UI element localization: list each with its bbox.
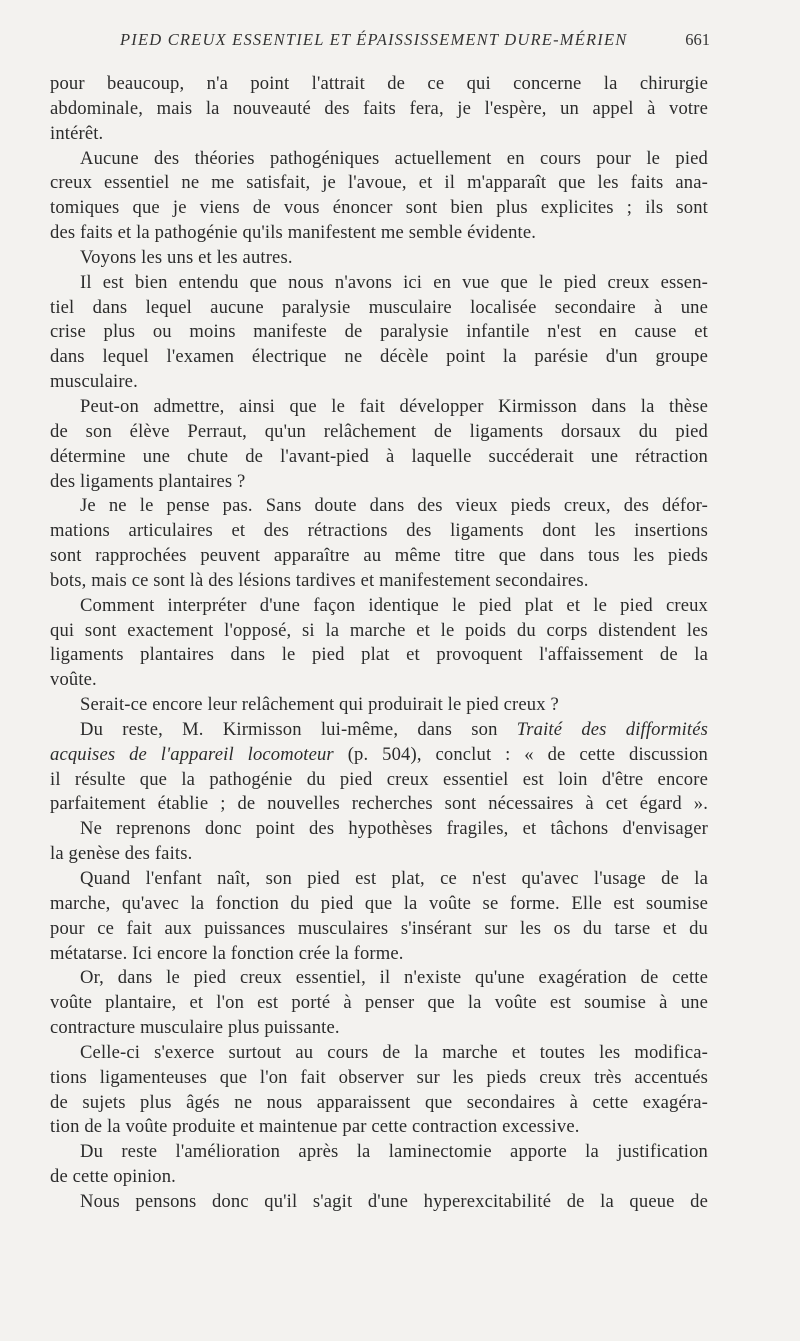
text-line: voûte. bbox=[50, 669, 97, 691]
text-line: pour ce fait aux puissances musculaires s'insérant sur les os du tarse et du bbox=[50, 917, 708, 939]
text-line: creux essentiel ne me satisfait, je l'avoue, et il m'apparaît que les faits ana- bbox=[50, 172, 708, 194]
text-line: des ligaments plantaires ? bbox=[50, 470, 246, 492]
text-line: crise plus ou moins manifeste de paralysie infantile n'est en cause et bbox=[50, 321, 708, 343]
text-line: abdominale, mais la nouveauté des faits fera, je l'espère, un appel à votre bbox=[50, 97, 708, 119]
text-line: la genèse des faits. bbox=[50, 843, 193, 865]
body-text bbox=[50, 72, 708, 1215]
text-line: de sujets plus âgés ne nous apparaissent que secondaires à cette exagéra- bbox=[50, 1091, 708, 1113]
text-line: tiel dans lequel aucune paralysie musculaire localisée secondaire à une bbox=[50, 296, 708, 318]
text-line: Du reste, M. Kirmisson lui-même, dans son Traité des difformités bbox=[80, 718, 708, 740]
text-line: ligaments plantaires dans le pied plat et provoquent l'affaissement de la bbox=[50, 644, 708, 666]
text-line: sont rapprochées peuvent apparaître au même titre que dans tous les pieds bbox=[50, 545, 708, 567]
text-line: parfaitement établie ; de nouvelles recherches sont nécessaires à cet égard ». bbox=[50, 793, 708, 815]
text-line: dans lequel l'examen électrique ne décèle point la parésie d'un groupe bbox=[50, 346, 708, 368]
text-line: métatarse. Ici encore la fonction crée la forme. bbox=[50, 942, 404, 964]
text-line: musculaire. bbox=[50, 371, 138, 393]
text-line: mations articulaires et des rétractions des ligaments dont les insertions bbox=[50, 520, 708, 542]
text-line: Il est bien entendu que nous n'avons ici en vue que le pied creux essen- bbox=[80, 271, 708, 293]
text-line: de son élève Perraut, qu'un relâchement de ligaments dorsaux du pied bbox=[50, 420, 708, 442]
text-line: Quand l'enfant naît, son pied est plat, ce n'est qu'avec l'usage de la bbox=[80, 868, 708, 889]
text-line: Celle-ci s'exerce surtout au cours de la marche et toutes les modifica- bbox=[80, 1041, 708, 1063]
text-line: Aucune des théories pathogéniques actuellement en cours pour le pied bbox=[80, 147, 708, 169]
text-line: bots, mais ce sont là des lésions tardives et manifestement secondaires. bbox=[50, 569, 589, 591]
text-line: marche, qu'avec la fonction du pied que la voûte se forme. Elle est soumise bbox=[50, 892, 708, 914]
text-line: Comment interpréter d'une façon identique le pied plat et le pied creux bbox=[80, 594, 708, 616]
text-line: pour beaucoup, n'a point l'attrait de ce qui concerne la chirurgie bbox=[50, 73, 708, 94]
text-line: il résulte que la pathogénie du pied creux essentiel est loin d'être encore bbox=[50, 768, 708, 790]
text-line: intérêt. bbox=[50, 122, 104, 144]
text-line: contracture musculaire plus puissante. bbox=[50, 1017, 340, 1039]
page-number: 661 bbox=[685, 30, 710, 49]
text-line: Serait-ce encore leur relâchement qui produirait le pied creux ? bbox=[80, 694, 559, 716]
text-line: détermine une chute de l'avant-pied à laquelle succéderait une rétraction bbox=[50, 445, 708, 467]
text-line: acquises de l'appareil locomoteur (p. 504), conclut : « de cette discussion bbox=[50, 743, 708, 765]
text-line: voûte plantaire, et l'on est porté à penser que la voûte est soumise à une bbox=[50, 992, 708, 1014]
text-line: Nous pensons donc qu'il s'agit d'une hyperexcitabilité de la queue de bbox=[80, 1190, 708, 1212]
text-line: qui sont exactement l'opposé, si la marche et le poids du corps distendent les bbox=[50, 619, 708, 641]
text-line: Or, dans le pied creux essentiel, il n'existe qu'une exagération de cette bbox=[80, 967, 708, 989]
text-line: tomiques que je viens de vous énoncer sont bien plus explicites ; ils sont bbox=[50, 197, 708, 219]
text-line: tions ligamenteuses que l'on fait observer sur les pieds creux très accentués bbox=[50, 1066, 708, 1088]
text-line: Voyons les uns et les autres. bbox=[80, 246, 293, 268]
running-header bbox=[100, 30, 710, 54]
running-title: PIED CREUX ESSENTIEL ET ÉPAISSISSEMENT DURE-MÉRIEN bbox=[120, 30, 628, 49]
text-line: Du reste l'amélioration après la laminectomie apporte la justification bbox=[80, 1141, 708, 1163]
text-line: tion de la voûte produite et maintenue par cette contraction excessive. bbox=[50, 1116, 580, 1138]
text-line: de cette opinion. bbox=[50, 1166, 176, 1188]
text-line: Je ne le pense pas. Sans doute dans des vieux pieds creux, des défor- bbox=[80, 495, 708, 517]
text-line: des faits et la pathogénie qu'ils manifestent me semble évidente. bbox=[50, 222, 537, 244]
text-line: Peut-on admettre, ainsi que le fait développer Kirmisson dans la thèse bbox=[80, 395, 708, 417]
text-line: Ne reprenons donc point des hypothèses fragiles, et tâchons d'envisager bbox=[80, 818, 708, 840]
